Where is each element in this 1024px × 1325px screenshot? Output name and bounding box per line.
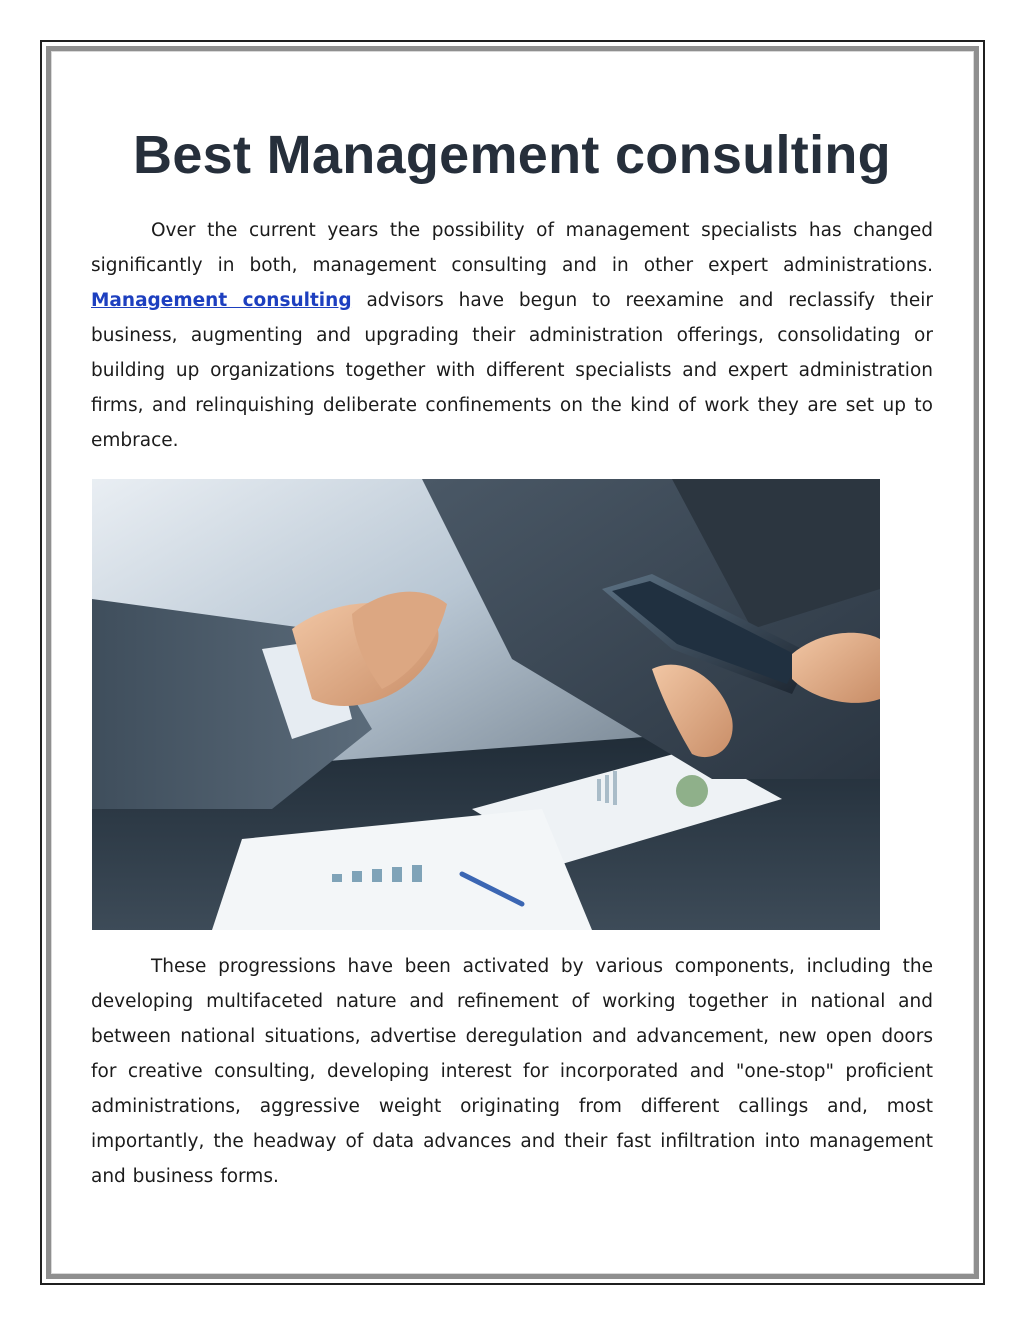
intro-paragraph (91, 213, 933, 458)
intro-text-after-link: advisors have begun to reexamine and reclassify their business, augmenting and upgrading their administration offerings, consolidating or building up organizations together with different specialists and expert administration firms, and relinquishing deliberate confinements on the kind of work they are set up to embrace. (91, 290, 933, 451)
intro-text-before-link: Over the current years the possibility of management specialists has changed significantly in both, management consulting and in other expert administrations. (91, 220, 933, 276)
handshake-business-photo (92, 479, 880, 930)
page-title: Best Management consulting (133, 125, 891, 185)
handshake-photo-illustration (92, 479, 880, 930)
second-paragraph: These progressions have been activated by various components, including the developing multifaceted nature and refinement of working together in national and between national situations, advertise deregulation and advancement, new open doors for creative consulting, developing interest for incorporated and "one-stop" proficient administrations, aggressive weight originating from different callings and, most importantly, the headway of data advances and their fast infiltration into management and business forms. (91, 956, 933, 1187)
management-consulting-link[interactable]: Management consulting (91, 290, 352, 311)
